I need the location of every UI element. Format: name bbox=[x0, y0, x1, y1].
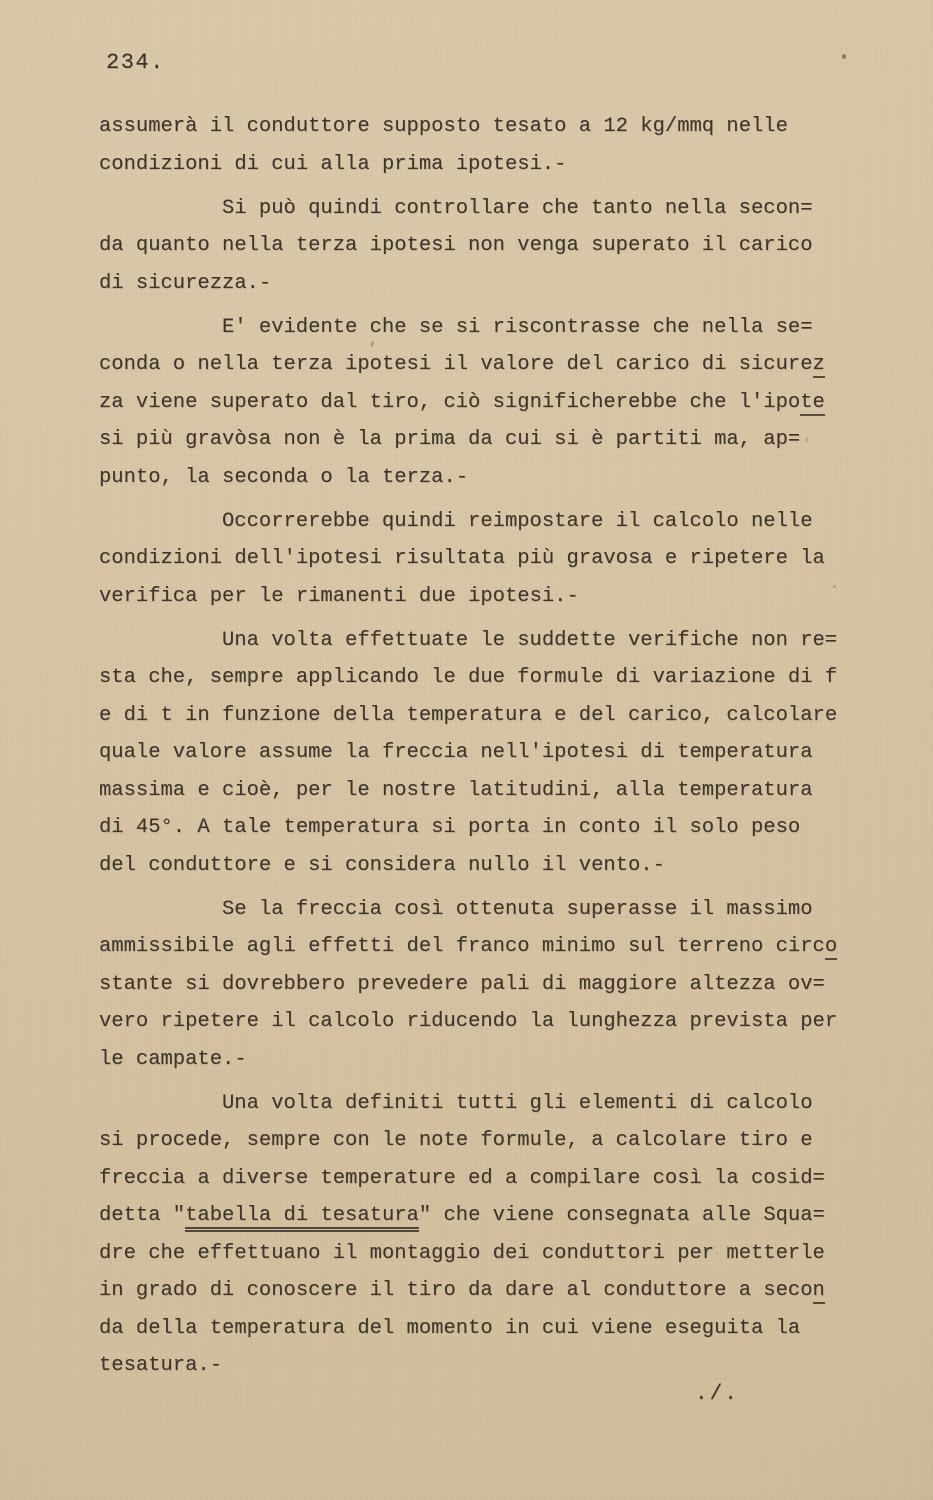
text-segment: massima e cioè, per le nostre latitudini, alla temperatura bbox=[99, 778, 813, 802]
continuation-mark: ./. bbox=[695, 1383, 739, 1406]
paper-speck bbox=[833, 585, 836, 588]
text-segment: vero ripetere il calcolo riducendo la lunghezza prevista per bbox=[99, 1010, 838, 1033]
text-segment: di sicurezza.- bbox=[99, 271, 272, 295]
text-line bbox=[99, 659, 859, 697]
page-number: 234. bbox=[106, 50, 165, 75]
text-line bbox=[99, 346, 859, 384]
text-segment: e di t in funzione della temperatura e del carico, calcolare bbox=[99, 703, 838, 727]
text-line bbox=[99, 1160, 859, 1198]
text-segment: assumerà il conduttore supposto tesato a 12 kg/mmq nelle bbox=[99, 115, 788, 138]
text-segment: punto, la seconda o la terza.- bbox=[99, 465, 469, 489]
text-segment: da della temperatura del momento in cui viene eseguita la bbox=[99, 1316, 801, 1340]
word-break-underline: n bbox=[812, 1279, 825, 1302]
paper-speck bbox=[806, 437, 808, 442]
text-segment: sta che, sempre applicando le due formule di variazione di f bbox=[99, 666, 838, 689]
text-segment: si più gravòsa non è la prima da cui si è partiti ma, ap= bbox=[99, 428, 801, 451]
text-line bbox=[99, 227, 859, 265]
text-segment: Occorrerebbe quindi reimpostare il calcolo nelle bbox=[222, 509, 813, 533]
paragraph bbox=[99, 891, 859, 1079]
text-segment: stante si dovrebbero prevedere pali di maggiore altezza ov= bbox=[99, 972, 825, 996]
text-segment: si procede, sempre con le note formule, a calcolare tiro e bbox=[99, 1129, 813, 1152]
paragraph bbox=[99, 108, 859, 183]
paragraph bbox=[99, 1085, 859, 1385]
text-segment: " che viene consegnata alle Squa= bbox=[418, 1204, 825, 1227]
text-line bbox=[99, 1085, 859, 1123]
text-line bbox=[99, 1122, 859, 1160]
text-line bbox=[99, 928, 859, 966]
text-line bbox=[99, 384, 859, 422]
text-segment: condizioni dell'ipotesi risultata più gravosa e ripetere la bbox=[99, 547, 825, 570]
text-segment: E' evidente che se si riscontrasse che nella se= bbox=[222, 315, 813, 339]
text-segment: freccia a diverse temperature ed a compilare così la cosid= bbox=[99, 1166, 825, 1190]
text-line bbox=[99, 966, 859, 1004]
text-line bbox=[99, 697, 859, 735]
text-line bbox=[99, 809, 859, 847]
text-line bbox=[99, 578, 859, 616]
text-line bbox=[99, 540, 859, 578]
word-break-underline: o bbox=[824, 935, 838, 958]
text-line bbox=[99, 847, 859, 885]
paragraph bbox=[99, 622, 859, 885]
text-line bbox=[99, 421, 859, 459]
text-line bbox=[99, 265, 859, 303]
text-line bbox=[99, 1003, 859, 1041]
typewritten-text bbox=[99, 108, 859, 1385]
text-line bbox=[99, 1347, 859, 1385]
text-line bbox=[99, 459, 859, 497]
text-segment: Se la freccia così ottenuta superasse il massimo bbox=[222, 897, 813, 921]
text-segment: quale valore assume la freccia nell'ipotesi di temperatura bbox=[99, 741, 813, 764]
text-segment: tesatura.- bbox=[99, 1354, 223, 1377]
text-segment: Una volta effettuate le suddette verifiche non re= bbox=[222, 628, 838, 652]
text-segment: in grado di conoscere il tiro da dare al conduttore a seco bbox=[99, 1279, 813, 1302]
text-line bbox=[99, 772, 859, 810]
text-segment: del conduttore e si considera nullo il vento.- bbox=[99, 853, 665, 877]
underlined-term: tabella di tesatura bbox=[185, 1204, 419, 1232]
paper-speck bbox=[841, 54, 846, 60]
text-segment: Si può quindi controllare che tanto nella secon= bbox=[222, 196, 813, 220]
text-line bbox=[99, 309, 859, 347]
text-line bbox=[99, 146, 859, 184]
text-line bbox=[99, 734, 859, 772]
text-segment: za viene superato dal tiro, ciò significherebbe che l'ipo bbox=[99, 390, 801, 414]
text-line bbox=[99, 190, 859, 228]
text-line bbox=[99, 1310, 859, 1348]
text-segment: Una volta definiti tutti gli elementi di calcolo bbox=[222, 1091, 813, 1115]
text-segment: verifica per le rimanenti due ipotesi.- bbox=[99, 584, 579, 608]
text-segment: conda o nella terza ipotesi il valore del carico di sicure bbox=[99, 353, 813, 376]
text-line bbox=[99, 1272, 859, 1310]
text-line bbox=[99, 1235, 859, 1273]
word-break-underline: z bbox=[812, 353, 825, 376]
text-segment: di 45°. A tale temperatura si porta in conto il solo peso bbox=[99, 816, 801, 839]
word-break-underline: te bbox=[800, 390, 825, 414]
text-segment: condizioni di cui alla prima ipotesi.- bbox=[99, 152, 567, 176]
text-line bbox=[99, 108, 859, 146]
paragraph bbox=[99, 190, 859, 303]
text-line bbox=[99, 1041, 859, 1079]
paragraph bbox=[99, 503, 859, 616]
text-segment: le campate.- bbox=[99, 1047, 247, 1071]
paragraph bbox=[99, 309, 859, 497]
text-line bbox=[99, 503, 859, 541]
text-line bbox=[99, 1197, 859, 1235]
text-segment: dre che effettuano il montaggio dei conduttori per metterle bbox=[99, 1241, 825, 1265]
text-line bbox=[99, 622, 859, 660]
text-segment: da quanto nella terza ipotesi non venga superato il carico bbox=[99, 234, 813, 257]
text-line bbox=[99, 891, 859, 929]
text-segment: detta " bbox=[99, 1204, 186, 1227]
text-segment: ammissibile agli effetti del franco minimo sul terreno circ bbox=[99, 935, 825, 958]
